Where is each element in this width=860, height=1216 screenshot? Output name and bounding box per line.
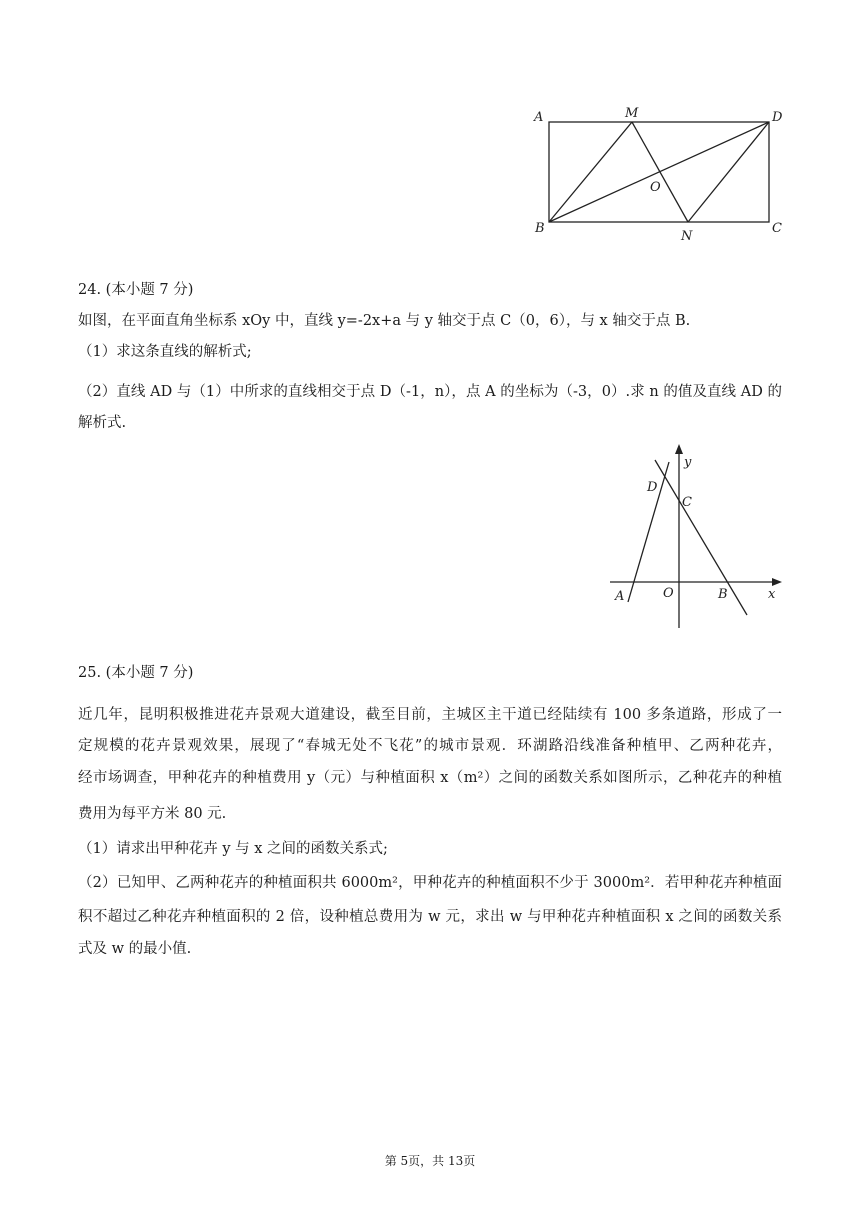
coordinate-figure	[600, 440, 790, 635]
label-B: B	[535, 221, 545, 236]
q25-line-2: 定规模的花卉景观效果，展现了“春城无处不飞花”的城市景观．环湖路沿线准备种植甲、乙两种花卉，	[78, 738, 782, 754]
label-A: A	[615, 589, 625, 604]
label-N: N	[681, 229, 693, 244]
q24-line-3: （2）直线 AD 与（1）中所求的直线相交于点 D（-1，n），点 A 的坐标为（-3，0）.求 n 的值及直线 AD 的	[78, 384, 782, 400]
label-O: O	[663, 586, 674, 601]
label-C: C	[772, 221, 782, 236]
label-x-axis: x	[768, 587, 776, 602]
q25-line-4: 费用为每平方米 80 元.	[78, 806, 227, 822]
page-number: 第 5页，共 13页	[384, 1154, 476, 1168]
q25-heading: 25. (本小题 7 分)	[78, 665, 194, 681]
q24-line-4: 解析式.	[78, 415, 127, 431]
q25-line-8: 式及 w 的最小值.	[78, 941, 192, 957]
label-y-axis: y	[684, 455, 692, 470]
rectangle-figure	[528, 100, 790, 245]
q24-line-1: 如图，在平面直角坐标系 xOy 中，直线 y=-2x+a 与 y 轴交于点 C（0，6），与 x 轴交于点 B.	[78, 313, 691, 329]
label-M: M	[625, 106, 639, 121]
q25-line-7: 积不超过乙种花卉种植面积的 2 倍，设种植总费用为 w 元，求出 w 与甲种花卉种植面积 x 之间的函数关系	[78, 909, 782, 925]
q24-line-2: （1）求这条直线的解析式;	[78, 344, 252, 360]
q25-line-6: （2）已知甲、乙两种花卉的种植面积共 6000m²，甲种花卉的种植面积不少于 3000m²．若甲种花卉种植面	[78, 875, 782, 891]
q25-line-1: 近几年，昆明积极推进花卉景观大道建设，截至目前，主城区主干道已经陆续有 100 多条道路，形成了一	[78, 707, 782, 723]
q24-heading: 24. (本小题 7 分)	[78, 282, 194, 298]
label-D: D	[647, 480, 658, 495]
q25-line-5: （1）请求出甲种花卉 y 与 x 之间的函数关系式;	[78, 841, 388, 857]
label-C: C	[682, 495, 692, 510]
label-D: D	[772, 110, 783, 125]
q25-line-3: 经市场调查，甲种花卉的种植费用 y（元）与种植面积 x（m²）之间的函数关系如图所示，乙种花卉的种植	[78, 770, 782, 786]
label-B: B	[718, 587, 728, 602]
label-A: A	[534, 110, 544, 125]
label-O: O	[650, 180, 661, 195]
